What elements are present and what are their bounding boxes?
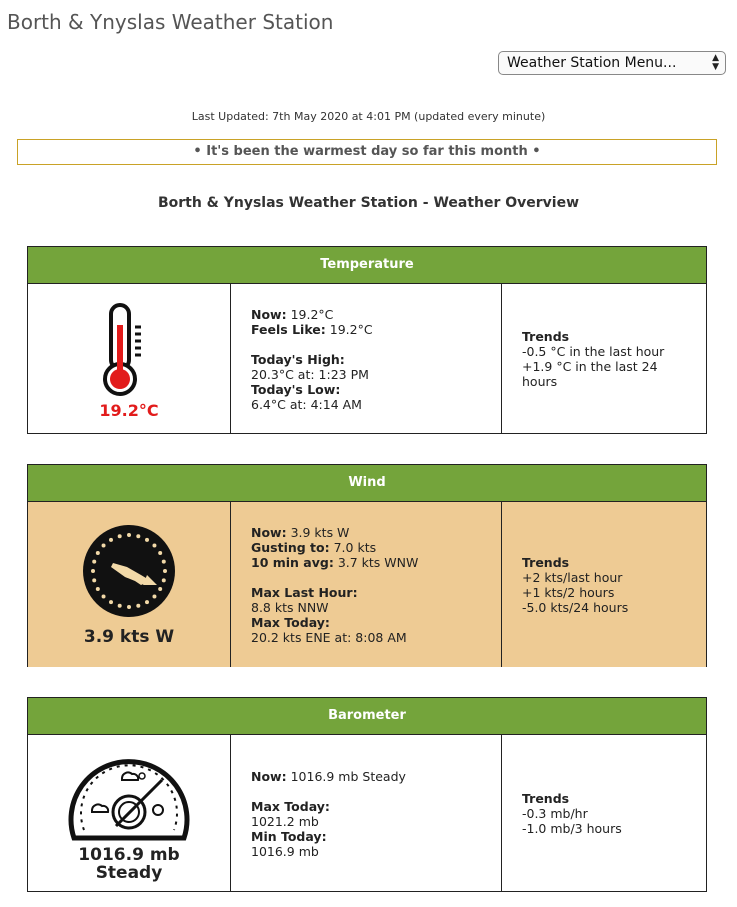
temperature-info-cell xyxy=(231,284,502,434)
wind-heading: Wind xyxy=(28,465,706,502)
barometer-min-value: 1016.9 mb xyxy=(251,843,319,859)
barometer-icon-cell xyxy=(28,735,231,892)
wind-trends-label: Trends xyxy=(522,554,570,570)
compass-dot xyxy=(91,569,95,573)
barometer-max-label: Max Today: xyxy=(251,798,330,814)
temperature-low-value: 6.4°C at: 4:14 AM xyxy=(251,396,362,412)
barometer-trends-cell xyxy=(502,735,706,892)
compass-dot xyxy=(136,603,140,607)
wind-max-hour-label: Max Last Hour: xyxy=(251,584,358,600)
compass-dot xyxy=(162,578,166,582)
barometer-trend-2: -1.0 mb/3 hours xyxy=(522,821,622,836)
wind-max-hour-value: 8.8 kts NNW xyxy=(251,599,329,615)
temperature-low-label: Today's Low: xyxy=(251,381,341,397)
compass-dot xyxy=(127,533,131,537)
wind-trend-2: +1 kts/2 hours xyxy=(522,584,615,600)
wind-icon-cell xyxy=(28,502,231,667)
temperature-panel xyxy=(27,246,707,434)
barometer-heading: Barometer xyxy=(28,698,706,735)
temperature-trends-cell xyxy=(502,284,706,434)
temperature-trend-1: -0.5 °C in the last hour xyxy=(522,344,665,359)
wind-icon-value: 3.9 kts W xyxy=(83,626,175,647)
temperature-now: Now: 19.2°C xyxy=(251,306,334,322)
notice-banner: • It's been the warmest day so far this month • xyxy=(17,139,717,165)
compass-dot xyxy=(158,587,162,591)
barometer-trends-label: Trends xyxy=(522,791,570,806)
temperature-trends-label: Trends xyxy=(522,329,570,344)
temperature-heading: Temperature xyxy=(28,247,706,284)
wind-max-today-label: Max Today: xyxy=(251,614,330,630)
wind-panel xyxy=(27,464,707,667)
barometer-panel xyxy=(27,697,707,892)
compass-dot xyxy=(136,534,140,538)
wind-max-today-value: 20.2 kts ENE at: 8:08 AM xyxy=(251,629,407,645)
barometer-gauge-icon xyxy=(66,746,192,846)
wind-10min-avg: 10 min avg: 3.7 kts WNW xyxy=(251,554,419,570)
compass-dot xyxy=(96,551,100,555)
compass-dot xyxy=(145,600,149,604)
barometer-trend-1: -0.3 mb/hr xyxy=(522,806,588,821)
last-updated-text: Last Updated: 7th May 2020 at 4:01 PM (updated every minute) xyxy=(191,110,546,123)
thermometer-icon xyxy=(99,299,159,399)
temperature-icon-value: 19.2°C xyxy=(99,400,159,420)
temperature-high-value: 20.3°C at: 1:23 PM xyxy=(251,366,369,382)
barometer-max-value: 1021.2 mb xyxy=(251,813,319,829)
barometer-min-label: Min Today: xyxy=(251,828,327,844)
barometer-info-cell xyxy=(231,735,502,892)
wind-trends-cell xyxy=(502,502,706,667)
menu-selected-value: Weather Station Menu... xyxy=(507,55,677,71)
barometer-icon-tendency: Steady xyxy=(95,862,163,883)
compass-dot xyxy=(152,543,156,547)
wind-info-cell xyxy=(231,502,502,667)
compass-dot xyxy=(163,569,167,573)
compass-dot xyxy=(92,578,96,582)
temperature-high-label: Today's High: xyxy=(251,351,345,367)
compass-dot xyxy=(118,534,122,538)
compass-dot xyxy=(102,543,106,547)
wind-gusting: Gusting to: 7.0 kts xyxy=(251,539,377,555)
compass-dot xyxy=(96,587,100,591)
temperature-feels-like: Feels Like: 19.2°C xyxy=(251,321,373,337)
select-arrows-icon: ▲ ▼ xyxy=(712,53,719,72)
barometer-icon-value: 1016.9 mb xyxy=(78,844,180,865)
compass-dot xyxy=(92,559,96,563)
site-title: Borth & Ynyslas Weather Station xyxy=(7,10,334,34)
temperature-trend-2: +1.9 °C in the last 24 hours xyxy=(522,359,658,389)
compass-dot xyxy=(118,603,122,607)
weather-station-menu-select[interactable] xyxy=(498,51,726,75)
compass-dot xyxy=(162,559,166,563)
compass-dot xyxy=(127,605,131,609)
wind-now: Now: 3.9 kts W xyxy=(251,524,350,540)
compass-dot xyxy=(109,600,113,604)
compass-dot xyxy=(158,551,162,555)
compass-dot xyxy=(145,537,149,541)
wind-compass-icon xyxy=(81,523,177,619)
compass-dot xyxy=(152,594,156,598)
barometer-now: Now: 1016.9 mb Steady xyxy=(251,768,406,784)
wind-trend-1: +2 kts/last hour xyxy=(522,569,623,585)
overview-title: Borth & Ynyslas Weather Station - Weather Overview xyxy=(157,195,580,211)
compass-dot xyxy=(102,594,106,598)
temperature-icon-cell xyxy=(28,284,231,434)
wind-trend-3: -5.0 kts/24 hours xyxy=(522,599,629,615)
compass-dot xyxy=(109,537,113,541)
